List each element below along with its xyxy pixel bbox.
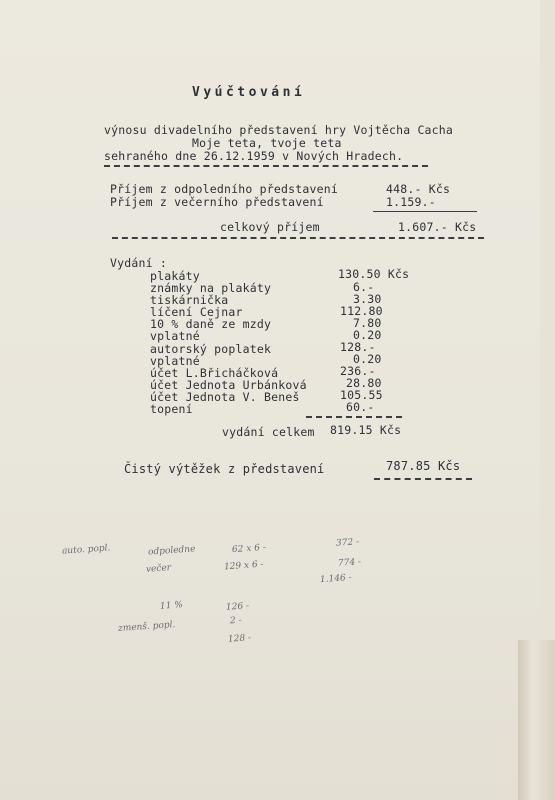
expense-value: 130.50 Kčs bbox=[338, 267, 410, 281]
expense-value: 7.80 bbox=[353, 316, 382, 330]
net-proceeds-value: 787.85 Kčs bbox=[386, 459, 461, 473]
expense-label: účet Jednota V. Beneš bbox=[150, 390, 300, 404]
expense-value: 6.- bbox=[353, 280, 375, 294]
pencil-note-amount-2: 2 - bbox=[229, 615, 242, 627]
pencil-note-sum-1: 372 - bbox=[335, 537, 360, 549]
expense-value: 3.30 bbox=[353, 292, 382, 306]
expense-value: 0.20 bbox=[353, 352, 382, 366]
expenses-heading: Vydání : bbox=[110, 256, 167, 270]
income-value-evening: 1.159.- bbox=[386, 195, 436, 209]
income-divider bbox=[112, 237, 484, 239]
header-line-2: Moje teta, tvoje teta bbox=[192, 136, 342, 150]
pencil-note-sum-2: 774 - bbox=[337, 557, 362, 569]
net-proceeds-label: Čistý výtěžek z představení bbox=[124, 462, 325, 476]
expenses-sum-line bbox=[306, 416, 402, 418]
pencil-note-calc-2: 129 x 6 - bbox=[223, 559, 264, 573]
expense-value: 128.- bbox=[340, 340, 376, 354]
expense-label: líčení Cejnar bbox=[150, 305, 243, 319]
expense-value: 28.80 bbox=[346, 376, 382, 390]
total-income-value: 1.607.- Kčs bbox=[398, 220, 477, 234]
expense-value: 0.20 bbox=[353, 328, 382, 342]
paper-edge bbox=[518, 640, 555, 800]
expense-label: vplatné bbox=[150, 329, 200, 343]
expense-label: známky na plakáty bbox=[150, 281, 272, 295]
income-sum-line bbox=[373, 211, 477, 212]
expense-label: vplatné bbox=[150, 354, 200, 368]
expense-label: účet L.Břicháčková bbox=[150, 366, 279, 380]
income-label-afternoon: Příjem z odpoledního představení bbox=[110, 182, 338, 196]
pencil-note-amount-3: 128 - bbox=[227, 633, 252, 645]
expense-value: 105.55 bbox=[340, 388, 383, 402]
expense-label: 10 % daně ze mzdy bbox=[150, 317, 272, 331]
document-title: Vyúčtování bbox=[192, 85, 306, 100]
income-label-evening: Příjem z večerního představení bbox=[110, 195, 324, 209]
expense-value: 60.- bbox=[346, 400, 375, 414]
pencil-note-calc-1: 62 x 6 - bbox=[231, 542, 267, 556]
expense-label: autorský poplatek bbox=[150, 342, 272, 356]
expense-label: tiskárnička bbox=[150, 293, 229, 307]
expense-value: 112.80 bbox=[340, 304, 383, 318]
expense-label: účet Jednota Urbánková bbox=[150, 378, 307, 392]
total-expenses-label: vydání celkem bbox=[222, 425, 315, 439]
pencil-note-percent: 11 % bbox=[159, 600, 184, 612]
pencil-note-amount-1: 126 - bbox=[225, 601, 250, 613]
total-income-label: celkový příjem bbox=[220, 220, 320, 234]
header-line-1: výnosu divadelního představení hry Vojtěcha Cacha bbox=[104, 123, 454, 137]
expense-label: topení bbox=[150, 402, 193, 416]
expense-value: 236.- bbox=[340, 364, 376, 378]
pencil-note-author-fee: auto. popl. bbox=[61, 543, 111, 557]
pencil-note-total: 1.146 - bbox=[319, 572, 352, 586]
pencil-note-reduced-fee: zmenš. popl. bbox=[117, 620, 176, 634]
header-divider bbox=[104, 165, 428, 167]
pencil-note-afternoon: odpoledne bbox=[147, 544, 196, 558]
header-line-3: sehraného dne 26.12.1959 v Nových Hradech. bbox=[104, 149, 404, 163]
expense-label: plakáty bbox=[150, 269, 200, 283]
total-expenses-value: 819.15 Kčs bbox=[330, 423, 402, 437]
income-value-afternoon: 448.- Kčs bbox=[386, 182, 451, 196]
net-proceeds-underline bbox=[374, 478, 472, 480]
pencil-note-evening: večer bbox=[145, 563, 172, 575]
